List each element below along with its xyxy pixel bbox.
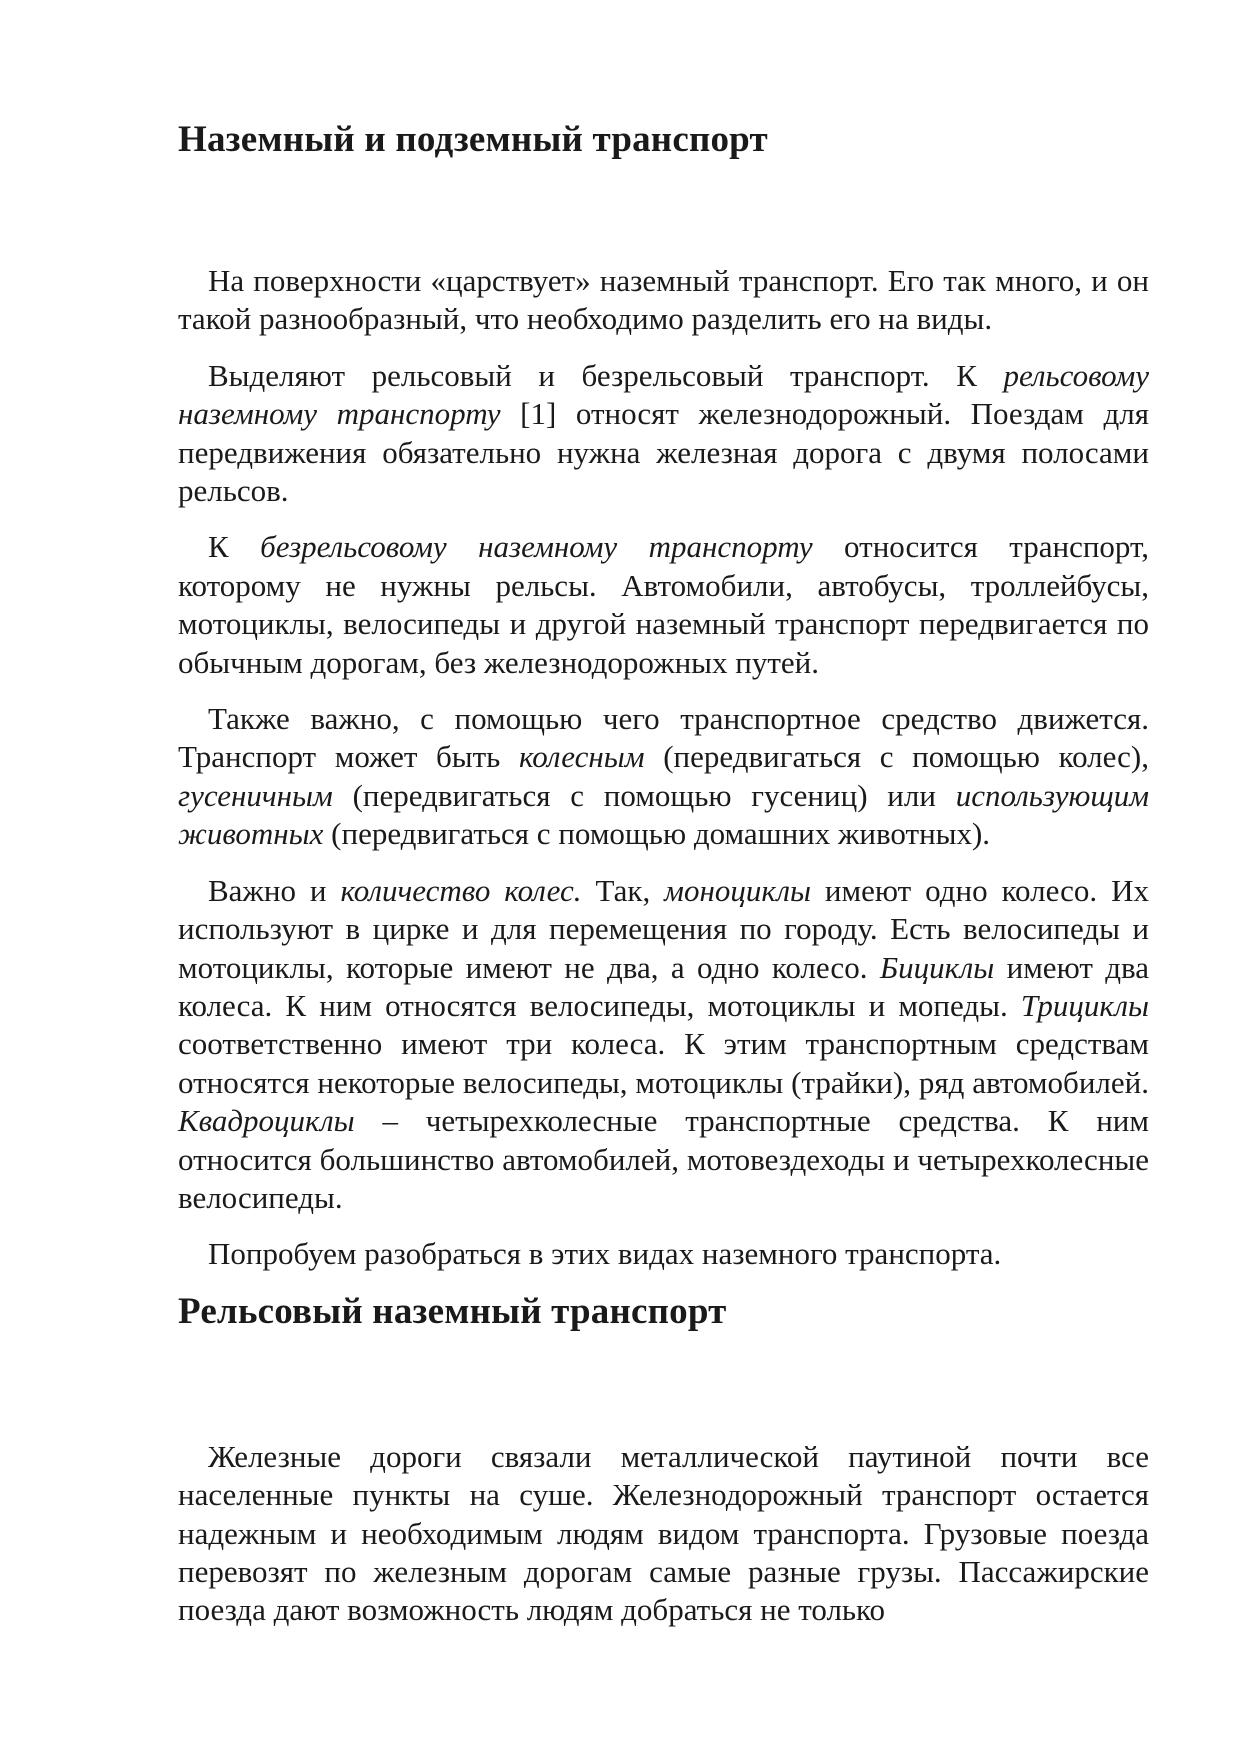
paragraph-railless	[178, 528, 1149, 682]
text-run: Также важно, с помощью чего транспортное средство движется. Транспорт может быть	[178, 701, 1149, 775]
paragraph-railways: Железные дороги связали металлической паутиной почти все населенные пункты на суше. Железнодорожный транспорт остается надежным и необходимым людям видом транспорта. Грузовые поезда перевозят по железным дорогам самые разные грузы. Пассажирские поезда дают возможность людям добраться не только	[178, 1438, 1149, 1628]
text-run: Выделяют рельсовый и безрельсовый транспорт. К	[208, 357, 1004, 393]
text-run: соответственно имеют три колеса. К этим транспортным средствам относятся некоторые велосипеды, мотоциклы (трайки), ряд автомобилей.	[178, 1026, 1149, 1100]
text-run: Так,	[581, 872, 665, 908]
section-heading: Наземный и подземный транспорт	[178, 119, 768, 160]
text-run: имеют одно колесо. Их используют в цирке и для перемещения по городу. Есть велосипеды и мотоциклы, которые имеют не два, а одно колесо.	[178, 872, 1149, 985]
text-run: (передвигаться с помощью гусениц) или	[332, 777, 956, 813]
text-run: Важно и	[208, 872, 341, 908]
text-run: (передвигаться с помощью колес),	[644, 739, 1149, 775]
italic-term: Бициклы	[879, 949, 995, 985]
italic-term: колесным	[518, 739, 645, 775]
section-heading-rail: Рельсовый наземный транспорт	[178, 1290, 727, 1332]
italic-term: гусеничным	[178, 777, 333, 813]
text-run: (передвигаться с помощью домашних животных).	[323, 816, 991, 852]
text-run: К	[208, 529, 261, 565]
text-run: имеют два колеса. К ним относятся велосипеды, мотоциклы и мопеды.	[178, 949, 1149, 1023]
paragraph-wheel-count	[178, 872, 1149, 1218]
text-run: относится транспорт, которому не нужны рельсы. Автомобили, автобусы, троллейбусы, мотоциклы, велосипеды и другой наземный транспорт передвигается по обычным дорогам, без железнодорожных путей.	[178, 529, 1149, 680]
italic-term: рельсовому наземному транспорту	[178, 357, 1149, 432]
paragraph-propulsion	[178, 700, 1149, 854]
paragraph-intro: На поверхности «царствует» наземный транспорт. Его так много, и он такой разнообразный, что необходимо разделить его на виды.	[178, 263, 1149, 337]
text-run: [1] относят железнодорожный. Поездам для передвижения обязательно нужна железная дорога с двумя полосами рельсов.	[178, 396, 1149, 509]
italic-term: Трициклы	[1020, 987, 1149, 1023]
italic-term: безрельсовому наземному транспорту	[260, 529, 813, 565]
text-run: – четырехколесные транспортные средства. К ним относится большинство автомобилей, мотовездеходы и четырехколесные велосипеды.	[178, 1103, 1149, 1215]
text-column	[178, 118, 1149, 1648]
italic-term: моноциклы	[664, 872, 811, 908]
italic-term: Квадроциклы	[178, 1103, 355, 1139]
paragraph-transition: Попробуем разобраться в этих видах наземного транспорта.	[208, 1236, 1002, 1272]
paragraph-rail-types	[178, 357, 1149, 511]
italic-term: количество колес.	[340, 872, 582, 908]
italic-term: использующим животных	[178, 777, 1149, 852]
